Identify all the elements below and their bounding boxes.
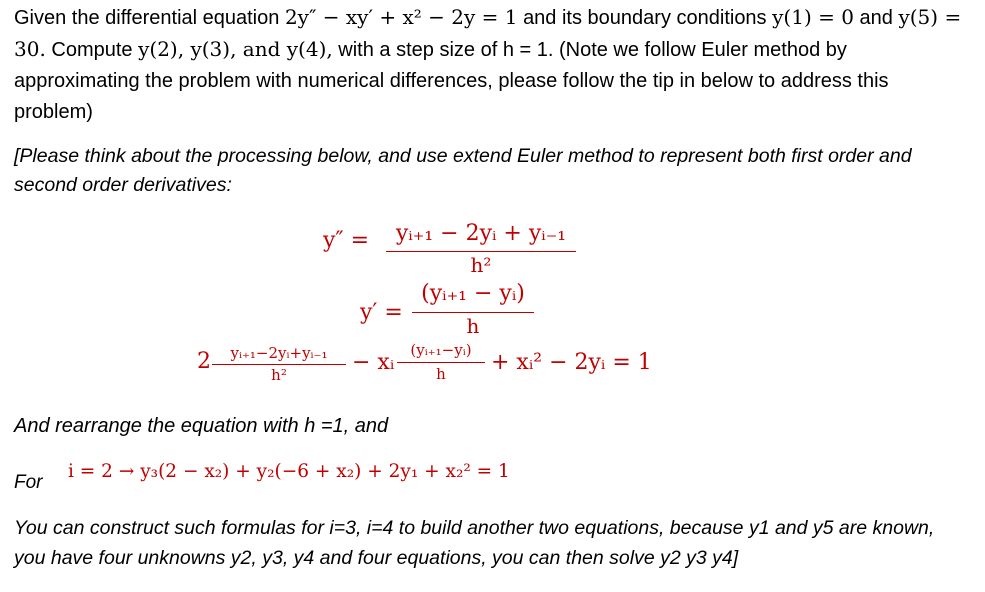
hint-intro: [Please think about the processing below, and use extend Euler method to represent both first order and second order derivatives: (14, 145, 912, 196)
combined-fraction-bar-2 (397, 362, 485, 363)
combined-numerator-2: (yᵢ₊₁−yᵢ) (410, 341, 472, 359)
first-derivative-denominator: h (466, 314, 480, 338)
second-derivative-numerator: yᵢ₊₁ − 2yᵢ + yᵢ₋₁ (395, 221, 567, 246)
first-derivative-numerator: (yᵢ₊₁ − yᵢ) (421, 281, 525, 306)
combined-denominator-2: h (436, 365, 446, 383)
example-equation: i = 2 → y₃(2 − x₂) + y₂(−6 + x₂) + 2y₁ + x₂² = 1 (68, 461, 510, 482)
rearrange-text: And rearrange the equation with h =1, and (14, 415, 389, 437)
problem-compute: Compute (51, 39, 133, 61)
second-derivative-denominator: h² (470, 253, 492, 277)
combined-denominator-1: h² (271, 366, 287, 384)
first-derivative-fraction-bar (412, 312, 534, 313)
differential-equation: 2y″ − xy′ + x² − 2y = 1 (284, 5, 518, 29)
combined-tail: + xᵢ² − 2yᵢ = 1 (491, 350, 652, 375)
boundary-condition-1: y(1) = 0 (772, 5, 854, 29)
problem-intro: Given the differential equation (14, 7, 280, 29)
combined-coefficient: 2 (197, 349, 211, 374)
combined-middle-term: − xᵢ (352, 350, 395, 375)
problem-rest: with a step size of h = 1. (Note we follow Euler method by approximating the problem with numerical differences, please follow the tip in below to address this problem) (14, 39, 889, 123)
combined-fraction-bar-1 (212, 364, 346, 365)
problem-statement (14, 2, 964, 128)
first-derivative-lhs: y′ = (360, 300, 403, 325)
problem-and: and (859, 7, 893, 29)
for-label: For (14, 472, 43, 493)
target-values: y(2), y(3), and y(4), (138, 37, 333, 61)
closing-text: You can construct such formulas for i=3, i=4 to build another two equations, because y1 and y5 are known, you have four unknowns y2, y3, y4 and four equations, you can then solve y2 y3 y4] (14, 517, 935, 569)
combined-numerator-1: yᵢ₊₁−2yᵢ+yᵢ₋₁ (230, 344, 328, 362)
second-derivative-lhs: y″ = (323, 228, 370, 253)
boundary-condition-2: y(5) = 30. (14, 5, 962, 61)
second-derivative-fraction-bar (386, 251, 576, 252)
problem-and-bc: and its boundary conditions (523, 7, 767, 29)
